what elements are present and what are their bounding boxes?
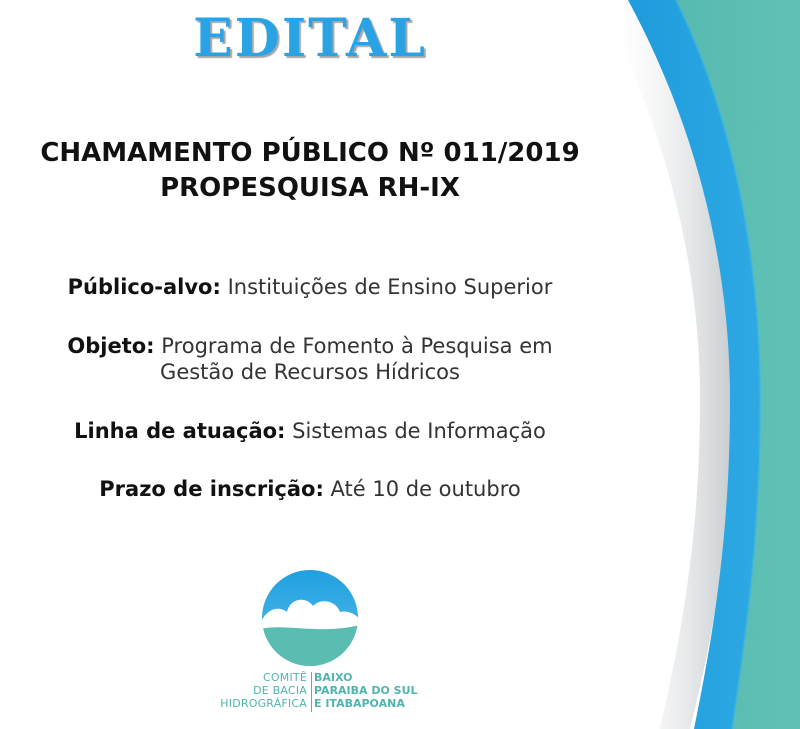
target-audience-value: Instituições de Ensino Superior [220,275,553,299]
logo-left-line2: DE BACIA [253,684,307,697]
target-audience-label: Público-alvo: [67,275,221,299]
target-audience [0,274,620,300]
cloud-wave-emblem-icon [260,568,360,668]
logo-left-line1: COMITÊ [263,671,307,684]
committee-logo [210,568,430,718]
line-of-action [0,418,620,444]
call-number-heading: CHAMAMENTO PÚBLICO Nº 011/2019 [40,138,580,168]
logo-right-line3: E ITABAPOANA [314,697,405,710]
program-heading: PROPESQUISA RH-IX [160,173,460,203]
objective-value: Programa de Fomento à Pesquisa em [154,334,553,358]
objective-value-line2: Gestão de Recursos Hídricos [160,360,460,384]
registration-deadline-label: Prazo de inscrição: [99,477,324,501]
line-of-action-value: Sistemas de Informação [285,419,546,443]
logo-right-line1: BAIXO [314,671,353,684]
logo-text-left [210,671,307,710]
logo-divider [311,672,312,712]
logo-text-right [314,671,430,710]
objective [0,333,620,385]
logo-right-line2: PARAIBA DO SUL [314,684,418,697]
objective-label: Objeto: [67,334,155,358]
registration-deadline [0,476,620,502]
line-of-action-label: Linha de atuação: [74,419,286,443]
registration-deadline-value: Até 10 de outubro [323,477,521,501]
page-title: EDITAL [193,8,427,69]
logo-left-line3: HIDROGRÁFICA [220,697,307,710]
